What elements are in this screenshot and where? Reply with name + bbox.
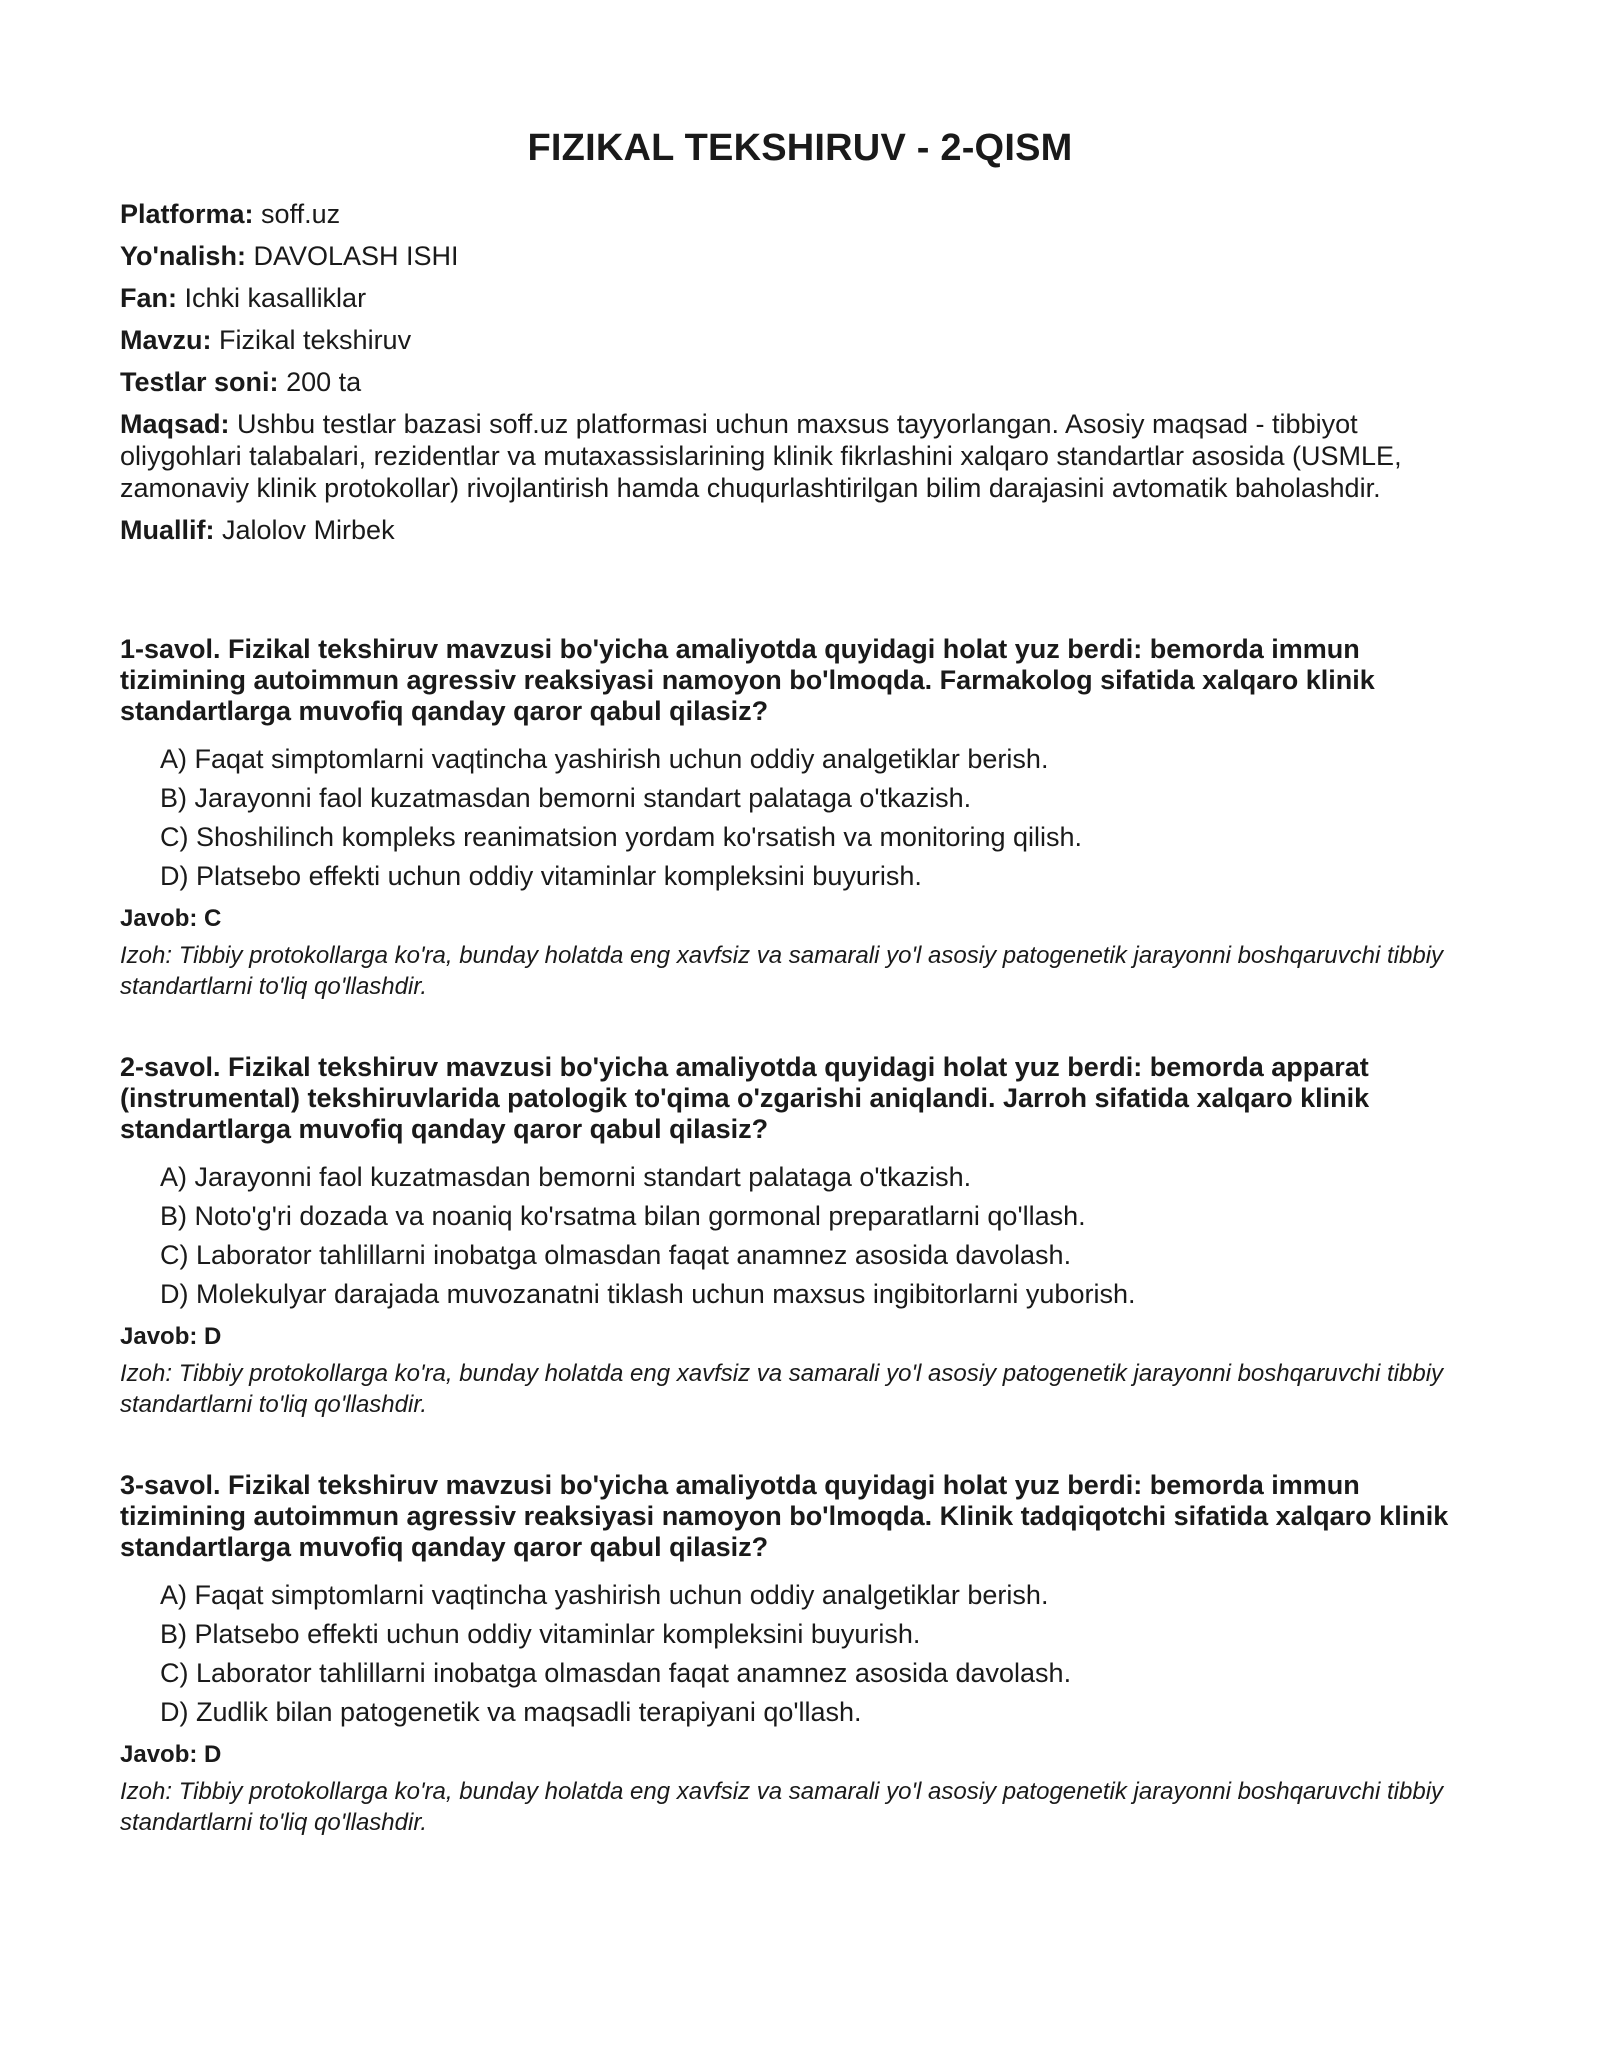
question-text: 3-savol. Fizikal tekshiruv mavzusi bo'yicha amaliyotda quyidagi holat yuz berdi: bemorda immun tizimining autoimmun agressiv reaksiyasi namoyon bo'lmoqda. Klinik tadqiqotchi sifatida xalqaro klinik standartlarga muvofiq qanday qaror qabul qilasiz? [120,1470,1449,1562]
option-b: B) Jarayonni faol kuzatmasdan bemorni standart palataga o'tkazish. [160,783,972,813]
question-list [120,634,1480,1838]
option-a: A) Jarayonni faol kuzatmasdan bemorni standart palataga o'tkazish. [160,1162,972,1192]
option-c: C) Laborator tahlillarni inobatga olmasdan faqat anamnez asosida davolash. [160,1240,1072,1270]
meta-fan [120,282,1480,314]
option-d: D) Zudlik bilan patogenetik va maqsadli terapiyani qo'llash. [160,1697,862,1727]
meta-testlar-soni [120,366,1480,398]
meta-yonalish [120,240,1480,272]
answer-explanation: Izoh: Tibbiy protokollarga ko'ra, bunday holatda eng xavfsiz va samarali yo'l asosiy patogenetik jarayonni boshqaruvchi tibbiy standartlarni to'liq qo'llashdir. [120,1778,1444,1836]
meta-mavzu [120,324,1480,356]
meta-label: Muallif: [120,515,215,545]
answer-key: Javob: C [120,905,222,932]
meta-label: Maqsad: [120,409,230,439]
option-d: D) Platsebo effekti uchun oddiy vitaminlar kompleksini buyurish. [160,861,922,891]
option-b: B) Noto'g'ri dozada va noaniq ko'rsatma bilan gormonal preparatlarni qo'llash. [160,1201,1086,1231]
question-text: 1-savol. Fizikal tekshiruv mavzusi bo'yicha amaliyotda quyidagi holat yuz berdi: bemorda immun tizimining autoimmun agressiv reaksiyasi namoyon bo'lmoqda. Farmakolog sifatida xalqaro klinik standartlarga muvofiq qanday qaror qabul qilasiz? [120,634,1375,726]
option-b: B) Platsebo effekti uchun oddiy vitaminlar kompleksini buyurish. [160,1619,921,1649]
meta-label: Testlar soni: [120,367,279,397]
meta-value: 200 ta [286,367,362,397]
meta-value: Ichki kasalliklar [184,283,367,313]
answer-options [120,743,1480,892]
option-c: C) Shoshilinch kompleks reanimatsion yordam ko'rsatish va monitoring qilish. [160,822,1083,852]
meta-label: Platforma: [120,199,254,229]
answer-explanation: Izoh: Tibbiy protokollarga ko'ra, bunday holatda eng xavfsiz va samarali yo'l asosiy patogenetik jarayonni boshqaruvchi tibbiy standartlarni to'liq qo'llashdir. [120,942,1444,1000]
meta-value: soff.uz [261,199,341,229]
answer-options [120,1579,1480,1728]
meta-label: Yo'nalish: [120,241,246,271]
option-a: A) Faqat simptomlarni vaqtincha yashirish uchun oddiy analgetiklar berish. [160,1580,1049,1610]
meta-label: Mavzu: [120,325,212,355]
question-1 [120,634,1480,1002]
question-2 [120,1052,1480,1420]
meta-muallif [120,514,1480,546]
option-c: C) Laborator tahlillarni inobatga olmasdan faqat anamnez asosida davolash. [160,1658,1072,1688]
question-3 [120,1470,1480,1838]
option-a: A) Faqat simptomlarni vaqtincha yashirish uchun oddiy analgetiklar berish. [160,744,1049,774]
answer-options [120,1161,1480,1310]
meta-maqsad [120,408,1480,504]
meta-value: Jalolov Mirbek [222,515,395,545]
answer-key: Javob: D [120,1323,222,1350]
answer-explanation: Izoh: Tibbiy protokollarga ko'ra, bunday holatda eng xavfsiz va samarali yo'l asosiy patogenetik jarayonni boshqaruvchi tibbiy standartlarni to'liq qo'llashdir. [120,1360,1444,1418]
meta-value: Fizikal tekshiruv [219,325,412,355]
meta-label: Fan: [120,283,177,313]
document-title: FIZIKAL TEKSHIRUV - 2-QISM [527,127,1073,169]
document-meta [120,198,1480,546]
meta-platforma [120,198,1480,230]
meta-value: Ushbu testlar bazasi soff.uz platformasi uchun maxsus tayyorlangan. Asosiy maqsad - tibbiyot oliygohlari talabalari, rezidentlar va mutaxassislarining klinik fikrlashini xalqaro standartlar asosida (USMLE, zamonaviy klinik protokollar) rivojlantirish hamda chuqurlashtirilgan bilim darajasini avtomatik baholashdir. [120,409,1402,503]
option-d: D) Molekulyar darajada muvozanatni tiklash uchun maxsus ingibitorlarni yuborish. [160,1279,1136,1309]
question-text: 2-savol. Fizikal tekshiruv mavzusi bo'yicha amaliyotda quyidagi holat yuz berdi: bemorda apparat (instrumental) tekshiruvlarida patologik to'qima o'zgarishi aniqlandi. Jarroh sifatida xalqaro klinik standartlarga muvofiq qanday qaror qabul qilasiz? [120,1052,1370,1144]
meta-value: DAVOLASH ISHI [253,241,459,271]
answer-key: Javob: D [120,1741,222,1768]
